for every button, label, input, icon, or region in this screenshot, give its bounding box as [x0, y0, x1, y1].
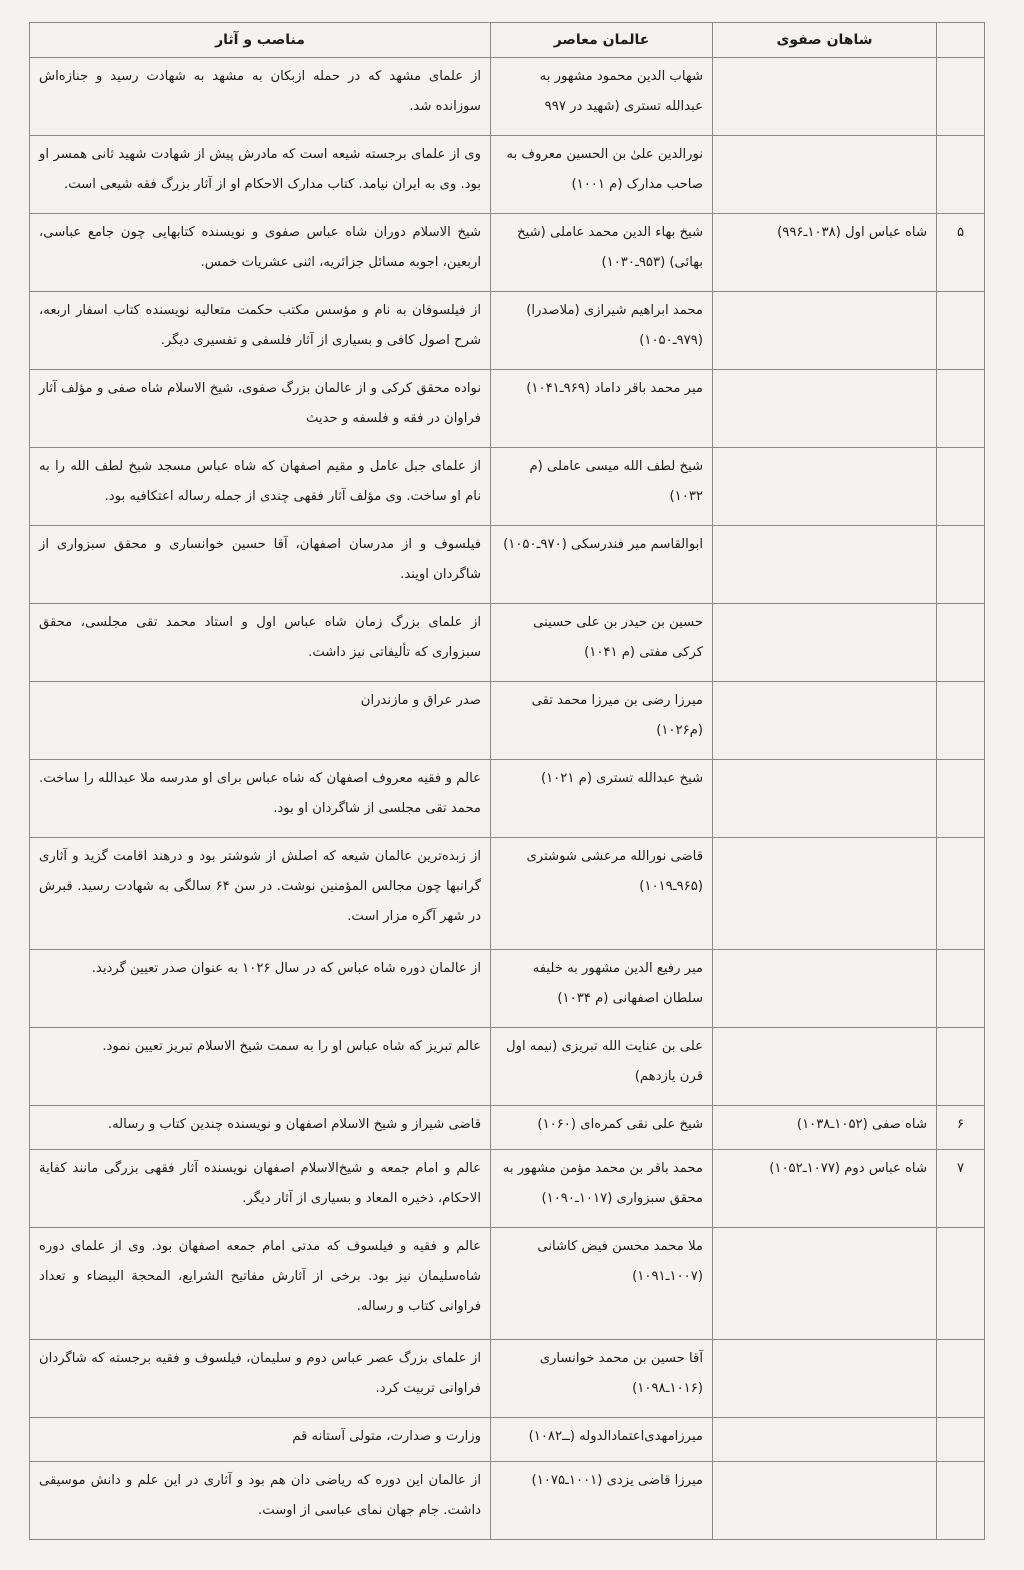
scholar-cell: شیخ عبدالله تستری (م ۱۰۲۱): [491, 760, 713, 838]
works-cell: فیلسوف و از مدرسان اصفهان، آقا حسین خوانساری و محقق سبزواری از شاگردان اویند.: [30, 526, 491, 604]
table-row: [30, 448, 985, 526]
scholar-cell: شهاب الدین محمود مشهور به عبدالله تستری (شهید در ۹۹۷: [491, 58, 713, 136]
header-safavid-shahs: شاهان صفوی: [713, 23, 937, 58]
scholar-cell: ابوالقاسم میر فندرسکی (۹۷۰ـ۱۰۵۰): [491, 526, 713, 604]
table-row: [30, 760, 985, 838]
row-number: [937, 1027, 985, 1105]
safavid-scholars-table: [29, 22, 985, 1540]
works-cell: عالم تبریز که شاه عباس او را به سمت شیخ الاسلام تبریز تعیین نمود.: [30, 1027, 491, 1105]
header-contemporary-scholars: عالمان معاصر: [491, 23, 713, 58]
header-number: [937, 23, 985, 58]
table-body: [30, 58, 985, 1540]
table-row: [30, 682, 985, 760]
row-number: [937, 136, 985, 214]
table-row: [30, 1339, 985, 1417]
scholar-cell: میرزا قاضی یزدی (۱۰۰۱ـ۱۰۷۵): [491, 1461, 713, 1539]
table-row: [30, 1105, 985, 1149]
scholar-cell: میر محمد باقر داماد (۹۶۹ـ۱۰۴۱): [491, 370, 713, 448]
row-number: [937, 370, 985, 448]
works-cell: نواده محقق کرکی و از عالمان بزرگ صفوی، شیخ الاسلام شاه صفی و مؤلف آثار فراوان در فقه و فلسفه و حدیث: [30, 370, 491, 448]
works-cell: وزارت و صدارت، متولی آستانه قم: [30, 1417, 491, 1461]
scholar-cell: محمد ابراهیم شیرازی (ملاصدرا) (۹۷۹ـ۱۰۵۰): [491, 292, 713, 370]
table-row: [30, 1417, 985, 1461]
shah-cell: [713, 370, 937, 448]
table-row: [30, 1149, 985, 1227]
works-cell: از فیلسوفان به نام و مؤسس مکتب حکمت متعالیه نویسنده کتاب اسفار اربعه، شرح اصول کافی و بسیاری از آثار فلسفی و تفسیری دیگر.: [30, 292, 491, 370]
shah-cell: شاه صفی (۱۰۵۲ـ۱۰۳۸): [713, 1105, 937, 1149]
scholar-cell: ملا محمد محسن فیض کاشانی (۱۰۰۷ـ۱۰۹۱): [491, 1227, 713, 1339]
row-number: [937, 1227, 985, 1339]
scholar-cell: حسین بن حیدر بن علی حسینی کرکی مفتی (م ۱۰۴۱): [491, 604, 713, 682]
header-row: [30, 23, 985, 58]
header-positions-and-works: مناصب و آثار: [30, 23, 491, 58]
scholar-cell: شیخ بهاء الدین محمد عاملی (شیخ بهائی) (۹۵۳ـ۱۰۳۰): [491, 214, 713, 292]
shah-cell: [713, 1417, 937, 1461]
row-number: [937, 292, 985, 370]
scholar-cell: محمد باقر بن محمد مؤمن مشهور به محقق سبزواری (۱۰۱۷ـ۱۰۹۰): [491, 1149, 713, 1227]
shah-cell: [713, 1339, 937, 1417]
table-row: [30, 58, 985, 136]
works-cell: از علمای جبل عامل و مقیم اصفهان که شاه عباس مسجد شیخ لطف الله را به نام او ساخت. وی مؤلف آثار فقهی چندی از جمله رساله اعتکافیه بود.: [30, 448, 491, 526]
works-cell: عالم و امام جمعه و شیخ‌الاسلام اصفهان نویسنده آثار فقهی بزرگی مانند کفایة الاحکام، ذخیره المعاد و بسیاری از آثار دیگر.: [30, 1149, 491, 1227]
row-number: [937, 1417, 985, 1461]
shah-cell: [713, 949, 937, 1027]
works-cell: از علمای بزرگ زمان شاه عباس اول و استاد محمد تقی مجلسی، محقق سبزواری که تألیفاتی نیز داشت.: [30, 604, 491, 682]
shah-cell: شاه عباس اول (۱۰۳۸ـ۹۹۶): [713, 214, 937, 292]
shah-cell: [713, 1027, 937, 1105]
shah-cell: [713, 526, 937, 604]
table-row: [30, 1461, 985, 1539]
shah-cell: [713, 604, 937, 682]
row-number: [937, 58, 985, 136]
works-cell: عالم و فقیه و فیلسوف که مدتی امام جمعه اصفهان بود. وی از علمای دوره شاه‌سلیمان نیز بود. برخی از آثارش مفاتیح الشرایع، المحجة البیضاء و تعداد فراوانی کتاب و رساله.: [30, 1227, 491, 1339]
scholar-cell: میر رفیع الدین مشهور به خلیفه سلطان اصفهانی (م ۱۰۳۴): [491, 949, 713, 1027]
shah-cell: شاه عباس دوم (۱۰۷۷ـ۱۰۵۲): [713, 1149, 937, 1227]
row-number: [937, 1461, 985, 1539]
table-row: [30, 214, 985, 292]
row-number: [937, 949, 985, 1027]
row-number: ۶: [937, 1105, 985, 1149]
shah-cell: [713, 292, 937, 370]
shah-cell: [713, 838, 937, 950]
shah-cell: [713, 682, 937, 760]
table-row: [30, 136, 985, 214]
table-row: [30, 292, 985, 370]
works-cell: از علمای مشهد که در حمله ازبکان به مشهد به شهادت رسید و جنازه‌اش سوزانده شد.: [30, 58, 491, 136]
shah-cell: [713, 58, 937, 136]
row-number: [937, 838, 985, 950]
scholar-cell: علی بن عنایت الله تبریزی (نیمه اول قرن یازدهم): [491, 1027, 713, 1105]
row-number: [937, 760, 985, 838]
works-cell: از عالمان این دوره که ریاضی دان هم بود و آثاری در این علم و دانش موسیقی داشت. جام جهان نمای عباسی از اوست.: [30, 1461, 491, 1539]
table-row: [30, 949, 985, 1027]
scholar-cell: قاضی نورالله مرعشی شوشتری (۹۶۵ـ۱۰۱۹): [491, 838, 713, 950]
scholar-cell: آقا حسین بن محمد خوانساری (۱۰۱۶ـ۱۰۹۸): [491, 1339, 713, 1417]
scholar-cell: شیخ لطف الله میسی عاملی (م ۱۰۳۲): [491, 448, 713, 526]
scholar-cell: میرزامهدی‌اعتمادالدوله (ــ۱۰۸۲): [491, 1417, 713, 1461]
works-cell: از زبده‌ترین عالمان شیعه که اصلش از شوشتر بود و درهند اقامت گزید و آثاری گرانبها چون مجالس المؤمنین نوشت. در سن ۶۴ سالگی به شهادت رسید. قبرش در شهر آگره مزار است.: [30, 838, 491, 950]
works-cell: از علمای بزرگ عصر عباس دوم و سلیمان، فیلسوف و فقیه برجسته که شاگردان فراوانی تربیت کرد.: [30, 1339, 491, 1417]
works-cell: عالم و فقیه معروف اصفهان که شاه عباس برای او مدرسه ملا عبدالله را ساخت. محمد تقی مجلسی از شاگردان او بود.: [30, 760, 491, 838]
table-row: [30, 1027, 985, 1105]
scholar-cell: نورالدین علیٰ بن الحسین معروف به صاحب مدارک (م ۱۰۰۱): [491, 136, 713, 214]
works-cell: وی از علمای برجسته شیعه است که مادرش پیش از شهادت شهید ثانی همسر او بود. وی به ایران نیامد. کتاب مدارک الاحکام او از آثار بزرگ فقه شیعی است.: [30, 136, 491, 214]
table-row: [30, 1227, 985, 1339]
works-cell: شیخ الاسلام دوران شاه عباس صفوی و نویسنده کتابهایی چون جامع عباسی، اربعین، اجوبه مسائل جزائریه، اثنی عشریات خمس.: [30, 214, 491, 292]
shah-cell: [713, 760, 937, 838]
works-cell: قاضی شیراز و شیخ الاسلام اصفهان و نویسنده چندین کتاب و رساله.: [30, 1105, 491, 1149]
works-cell: از عالمان دوره شاه عباس که در سال ۱۰۲۶ به عنوان صدر تعیین گردید.: [30, 949, 491, 1027]
row-number: [937, 448, 985, 526]
table-header: [30, 23, 985, 58]
table-row: [30, 604, 985, 682]
works-cell: صدر عراق و مازندران: [30, 682, 491, 760]
shah-cell: [713, 1227, 937, 1339]
row-number: [937, 682, 985, 760]
page: [29, 22, 985, 1540]
row-number: [937, 604, 985, 682]
table-row: [30, 370, 985, 448]
scholar-cell: میرزا رضی بن میرزا محمد تقی (م۱۰۲۶): [491, 682, 713, 760]
table-row: [30, 838, 985, 950]
shah-cell: [713, 1461, 937, 1539]
shah-cell: [713, 448, 937, 526]
shah-cell: [713, 136, 937, 214]
row-number: [937, 526, 985, 604]
row-number: ۷: [937, 1149, 985, 1227]
scholar-cell: شیخ علی نقی کمره‌ای (۱۰۶۰): [491, 1105, 713, 1149]
row-number: ۵: [937, 214, 985, 292]
table-row: [30, 526, 985, 604]
row-number: [937, 1339, 985, 1417]
